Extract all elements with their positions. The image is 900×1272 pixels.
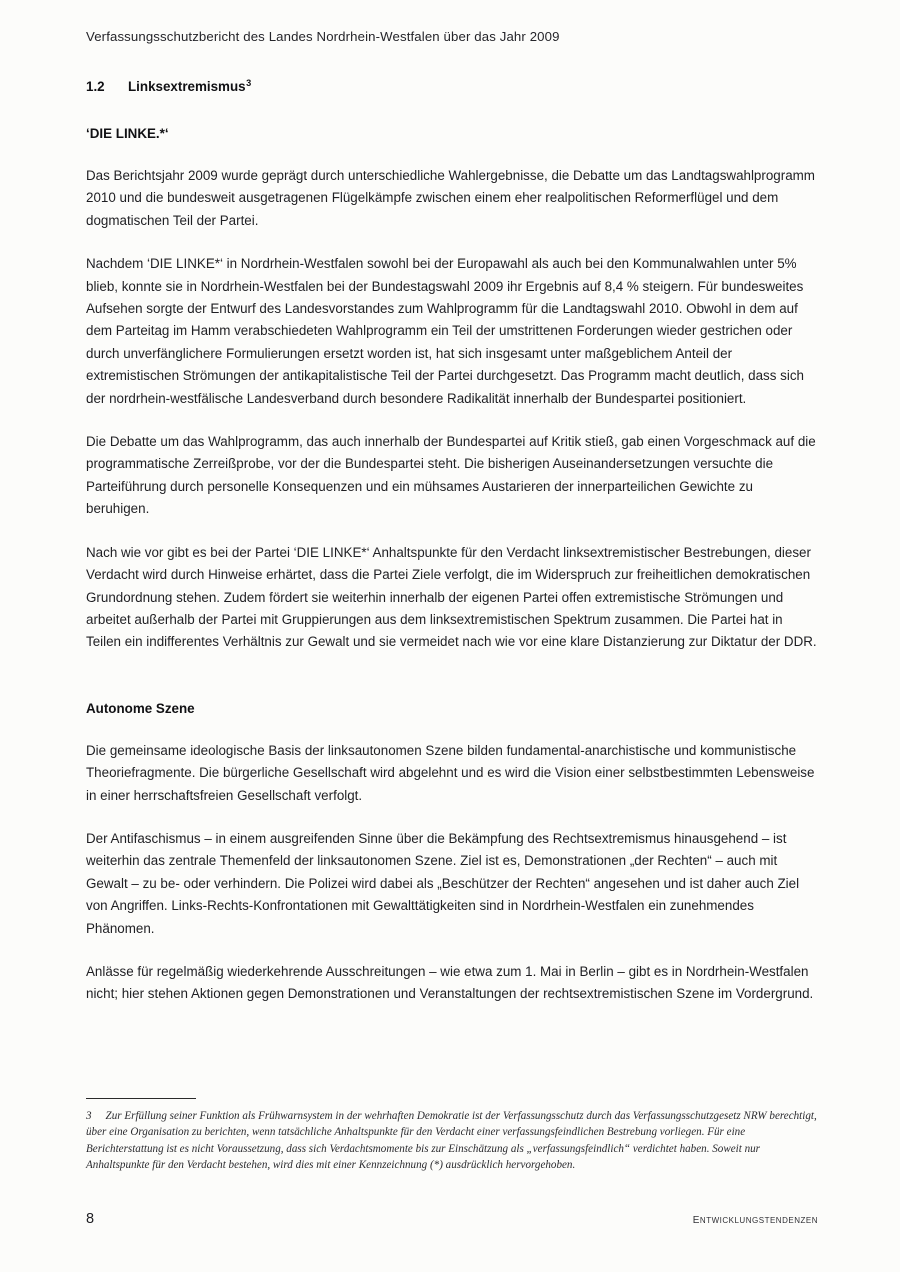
- footnote-reference[interactable]: 3: [246, 77, 252, 88]
- footnote-text: Zur Erfüllung seiner Funktion als Frühwarnsystem in der wehrhaften Demokratie ist der Verfassungsschutz durch das Verfassungsschutzgesetz NRW berechtigt, über eine Organisation zu berichten, wenn tatsächliche Anhaltspunkte für den Verdacht einer verfassungsfeindlichen Bestrebung vorliegen. Für eine Berichterstattung ist es nicht Voraussetzung, dass sich Verdachtsmomente bis zur Einschätzung als „verfassungsfeindlich“ verdichtet haben. Soweit nur Anhaltspunkte für den Verdacht bestehen, wird dies mit einer Kennzeichnung (*) ausdrücklich hervorgehoben.: [86, 1110, 817, 1172]
- page-content: [86, 78, 818, 1006]
- section-title-wrap: [128, 78, 251, 96]
- page-number: 8: [86, 1211, 95, 1227]
- footnote: [86, 1108, 818, 1174]
- page-footer: [86, 1210, 818, 1229]
- footer-section-title: entwicklungstendenzen: [692, 1211, 818, 1226]
- paragraph: Anlässe für regelmäßig wiederkehrende Ausschreitungen – wie etwa zum 1. Mai in Berlin – gibt es in Nordrhein-Westfalen nicht; hier stehen Aktionen gegen Demonstrationen und Veranstaltungen der rechtsextremistischen Szene im Vordergrund.: [86, 963, 814, 1002]
- paragraph: Die gemeinsame ideologische Basis der linksautonomen Szene bilden fundamental-anarchistische und kommunistische Theoriefragmente. Die bürgerliche Gesellschaft wird abgelehnt und es wird die Vision einer selbstbestimmten Lebensweise in einer herrschaftsfreien Gesellschaft verfolgt.: [86, 742, 815, 803]
- paragraph: Nachdem ‘DIE LINKE*‘ in Nordrhein-Westfalen sowohl bei der Europawahl als auch bei den Kommunalwahlen unter 5% blieb, konnte sie in Nordrhein-Westfalen bei der Bundestagswahl 2009 ihr Ergebnis auf 8,4 % steigern. Für bundesweites Aufsehen sorgte der Entwurf des Landesvorstandes zum Wahlprogramm für die Landtagswahl 2010. Obwohl in dem auf dem Parteitag im Hamm verabschiedeten Wahlprogramm ein Teil der umstrittenen Forderungen wieder gestrichen oder durch unverfänglichere Formulierungen ersetzt worden ist, hat sich insgesamt unter maßgeblichem Anteil der extremistischen Strömungen der antikapitalistische Teil der Partei durchgesetzt. Das Programm macht deutlich, dass sich der nordrhein-westfälische Landesverband durch besondere Radikalität innerhalb der Bundespartei positioniert.: [86, 256, 804, 406]
- paragraph: Das Berichtsjahr 2009 wurde geprägt durch unterschiedliche Wahlergebnisse, die Debatte um das Landtagswahlprogramm 2010 und die bundesweit ausgetragenen Flügelkämpfe zwischen einem eher realpolitischen Reformerflügel und dem dogmatischen Teil der Partei.: [86, 168, 815, 228]
- subsection-heading-die-linke: ‘DIE LINKE.*‘: [86, 126, 169, 141]
- section-heading: [86, 78, 818, 96]
- paragraph: Der Antifaschismus – in einem ausgreifenden Sinne über die Bekämpfung des Rechtsextremismus hinausgehend – ist weiterhin das zentrale Themenfeld der linksautonomen Szene. Ziel ist es, Demonstrationen „der Rechten“ – auch mit Gewalt – zu be- oder verhindern. Die Polizei wird dabei als „Beschützer der Rechten“ angesehen und ist daher auch Ziel von Angriffen. Links-Rechts-Konfrontationen mit Gewalttätigkeiten sind in Nordrhein-Westfalen ein zunehmendes Phänomen.: [86, 830, 800, 936]
- footnote-separator-rule: [86, 1098, 196, 1099]
- footnote-number: 3: [86, 1110, 92, 1122]
- footnote-block: [86, 1098, 818, 1174]
- section-title: Linksextremismus: [128, 79, 246, 94]
- paragraph: Nach wie vor gibt es bei der Partei ‘DIE LINKE*‘ Anhaltspunkte für den Verdacht linksextremistischer Bestrebungen, dieser Verdacht wird durch Hinweise erhärtet, dass die Partei Ziele verfolgt, die im Widerspruch zur freiheitlichen demokratischen Grundordnung stehen. Zudem fördert sie weiterhin innerhalb der eigenen Partei offen extremistische Strömungen und arbeitet außerhalb der Partei mit Gruppierungen aus dem linksextremistischen Spektrum zusammen. Die Partei hat in Teilen ein indifferentes Verhältnis zur Gewalt und sie vermeidet nach wie vor eine klare Distanzierung zur Diktatur der DDR.: [86, 544, 817, 650]
- paragraph: Die Debatte um das Wahlprogramm, das auch innerhalb der Bundespartei auf Kritik stieß, gab einen Vorgeschmack auf die programmatische Zerreißprobe, vor der die Bundespartei steht. Die bisherigen Auseinandersetzungen versuchte die Parteiführung durch personelle Konsequenzen und ein mühsames Austarieren der innerparteilichen Gewichte zu beruhigen.: [86, 434, 816, 517]
- section-number: 1.2: [86, 79, 105, 94]
- running-head: Verfassungsschutzbericht des Landes Nordrhein-Westfalen über das Jahr 2009: [86, 29, 560, 44]
- subsection-heading-autonome-szene: Autonome Szene: [86, 700, 195, 716]
